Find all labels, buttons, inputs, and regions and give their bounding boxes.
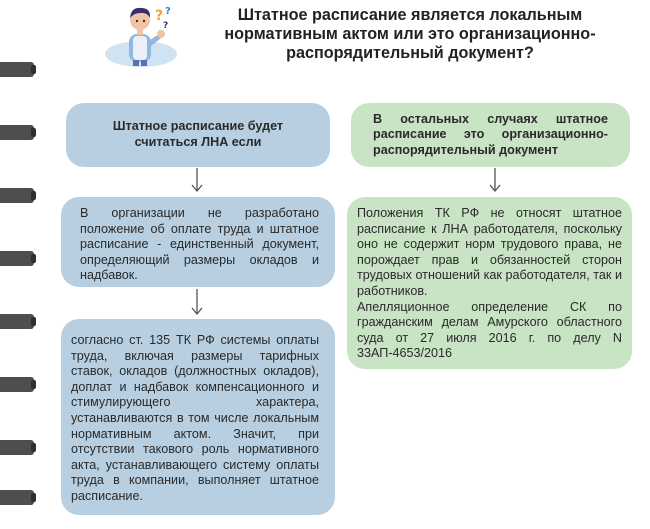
page-title: Штатное расписание является локальным нормативным актом или это организационно-распорядительный документ?	[224, 6, 596, 62]
binder-ring-icon	[0, 62, 34, 77]
left-header-text: Штатное расписание будет считаться ЛНА если	[112, 119, 284, 149]
left-header-box	[66, 103, 330, 167]
binder-ring-icon	[0, 440, 34, 455]
court-ruling-reference: Апелляционное определение СК по гражданским делам Амурского областного суда от 27 июля 2016 г. по делу N 33АП-4653/2016	[357, 299, 622, 361]
right-explanation-text: Положения ТК РФ не относят штатное расписание к ЛНА работодателя, поскольку оно не содержит норм трудового права, не порождает прав и обязанностей сторон трудовых отношений как работодателя, так и работников.	[357, 206, 622, 298]
binder-ring-icon	[0, 125, 34, 140]
right-header-text: В остальных случаях штатное расписание это организационно-распорядительный документ	[373, 111, 608, 157]
down-arrow-icon	[189, 168, 205, 194]
left-condition-text: В организации не разработано положение об оплате труда и штатное расписание - единственный документ, определяющий размеры окладов и надбавок.	[80, 206, 319, 283]
question-mark-icon: ?	[165, 6, 171, 17]
thinking-person-illustration	[103, 2, 183, 68]
binder-rings	[0, 0, 40, 529]
right-explanation-box	[347, 197, 632, 369]
down-arrow-icon	[487, 168, 503, 194]
left-explanation-text: согласно ст. 135 ТК РФ системы оплаты труда, включая размеры тарифных ставок, окладов (должностных окладов), доплат и надбавок компенсационного и стимулирующего характера, устанавливаются в том числе локальным нормативным актом. Значит, при отсутствии такового роль нормативного акта, устанавливающего систему оплаты труда в компании, выполняет штатное расписание.	[71, 333, 319, 503]
left-explanation-box	[61, 319, 335, 515]
binder-ring-icon	[0, 490, 34, 505]
binder-ring-icon	[0, 251, 34, 266]
binder-ring-icon	[0, 188, 34, 203]
left-condition-box	[61, 197, 335, 287]
binder-ring-icon	[0, 314, 34, 329]
binder-ring-icon	[0, 377, 34, 392]
question-mark-icon: ?	[155, 8, 164, 24]
down-arrow-icon	[189, 289, 205, 317]
right-header-box	[351, 103, 630, 167]
question-mark-icon: ?	[163, 21, 169, 31]
